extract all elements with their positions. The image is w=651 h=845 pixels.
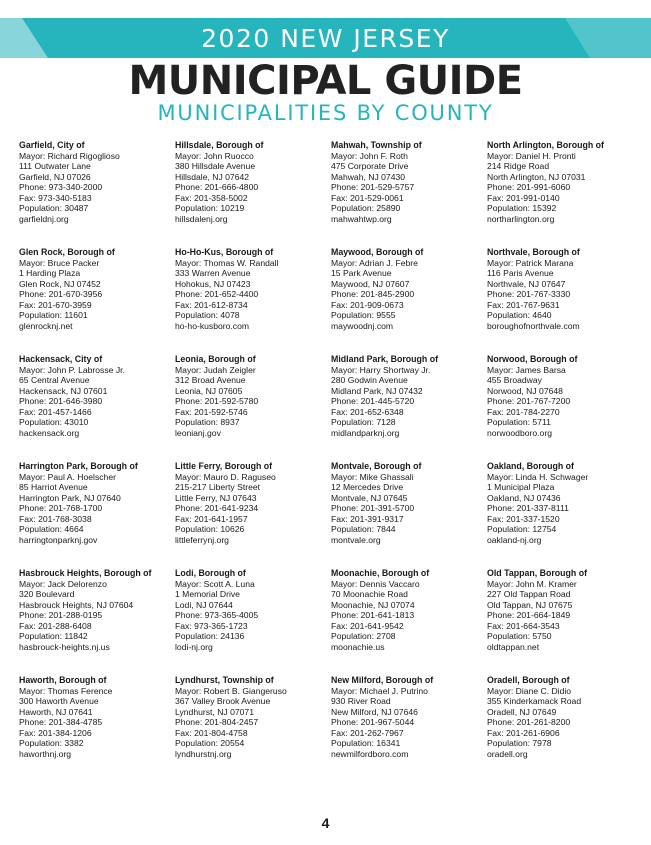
municipality-address: 116 Paris Avenue <box>487 268 554 278</box>
municipality-mayor: Mayor: Patrick Marana <box>487 257 574 268</box>
municipality-name: Hillsdale, Borough of <box>175 140 264 150</box>
municipality-address: 280 Godwin Avenue <box>331 375 408 385</box>
municipality-entry <box>331 247 487 354</box>
municipality-phone: Phone: 973-340-2000 <box>19 182 103 192</box>
municipality-name: Maywood, Borough of <box>331 247 424 257</box>
municipality-city: Leonia, NJ 07605 <box>175 385 243 396</box>
municipality-web[interactable]: glenrocknj.net <box>19 320 73 331</box>
municipality-fax: Fax: 201-384-1206 <box>19 727 92 738</box>
municipality-fax: Fax: 201-592-5746 <box>175 406 248 417</box>
municipality-fax: Fax: 201-641-9542 <box>331 620 404 631</box>
municipality-fax: Fax: 973-365-1723 <box>175 620 248 631</box>
municipality-entry <box>19 247 175 354</box>
municipality-name: Little Ferry, Borough of <box>175 461 273 471</box>
header-banner <box>0 18 651 58</box>
municipality-web[interactable]: lodi-nj.org <box>175 641 213 652</box>
municipality-address: 333 Warren Avenue <box>175 268 251 278</box>
municipality-address: 300 Haworth Avenue <box>19 696 99 706</box>
municipality-mayor: Mayor: Mauro D. Raguseo <box>175 471 276 482</box>
municipality-web[interactable]: norwoodboro.org <box>487 427 552 438</box>
municipality-population: Population: 20554 <box>175 738 245 748</box>
municipality-phone: Phone: 201-652-4400 <box>175 289 259 299</box>
municipality-city: Little Ferry, NJ 07643 <box>175 492 257 503</box>
municipality-name: Hackensack, City of <box>19 354 103 364</box>
municipality-fax: Fax: 201-391-9317 <box>331 513 404 524</box>
municipality-fax: Fax: 201-457-1466 <box>19 406 92 417</box>
municipality-phone: Phone: 201-768-1700 <box>19 503 103 513</box>
municipality-web[interactable]: hillsdalenj.org <box>175 213 228 224</box>
municipality-name: Harrington Park, Borough of <box>19 461 138 471</box>
municipality-entry <box>331 354 487 461</box>
municipality-entry <box>19 354 175 461</box>
municipality-population: Population: 24136 <box>175 631 245 641</box>
municipality-address: 930 River Road <box>331 696 391 706</box>
municipality-mayor: Mayor: Diane C. Didio <box>487 685 572 696</box>
municipality-phone: Phone: 201-592-5780 <box>175 396 259 406</box>
municipality-web[interactable]: maywoodnj.com <box>331 320 394 331</box>
municipality-entry <box>19 461 175 568</box>
municipality-phone: Phone: 201-529-5757 <box>331 182 415 192</box>
municipality-population: Population: 8937 <box>175 417 240 427</box>
municipality-entry <box>19 140 175 247</box>
page-subtitle: MUNICIPALITIES BY COUNTY <box>157 101 494 125</box>
municipality-population: Population: 30487 <box>19 203 89 213</box>
municipality-address: 215-217 Liberty Street <box>175 482 261 492</box>
municipality-population: Population: 4078 <box>175 310 240 320</box>
municipality-city: Haworth, NJ 07641 <box>19 706 93 717</box>
municipality-web[interactable]: leonianj.gov <box>175 427 221 438</box>
municipality-entry <box>175 247 331 354</box>
municipality-city: Maywood, NJ 07607 <box>331 278 410 289</box>
municipality-mayor: Mayor: John Ruocco <box>175 150 254 161</box>
municipality-address: 455 Broadway <box>487 375 542 385</box>
municipality-mayor: Mayor: Daniel H. Pronti <box>487 150 576 161</box>
municipality-name: New Milford, Borough of <box>331 675 434 685</box>
municipality-entry <box>175 354 331 461</box>
municipality-web[interactable]: lyndhurstnj.org <box>175 748 232 759</box>
municipality-entry <box>487 461 639 568</box>
municipality-entry <box>175 675 331 782</box>
municipality-name: North Arlington, Borough of <box>487 140 604 150</box>
municipality-address: 320 Boulevard <box>19 589 75 599</box>
municipality-population: Population: 15392 <box>487 203 557 213</box>
municipality-address: 312 Broad Avenue <box>175 375 246 385</box>
municipality-mayor: Mayor: Adrian J. Febre <box>331 257 418 268</box>
municipality-address: 367 Valley Brook Avenue <box>175 696 271 706</box>
page-title: MUNICIPAL GUIDE <box>128 58 523 104</box>
municipality-name: Midland Park, Borough of <box>331 354 439 364</box>
municipality-mayor: Mayor: Jack Delorenzo <box>19 578 107 589</box>
municipality-fax: Fax: 201-529-0061 <box>331 192 404 203</box>
municipality-phone: Phone: 201-991-6060 <box>487 182 571 192</box>
municipality-city: Lyndhurst, NJ 07071 <box>175 706 254 717</box>
municipality-phone: Phone: 201-288-0195 <box>19 610 103 620</box>
municipality-city: Glen Rock, NJ 07452 <box>19 278 101 289</box>
municipality-mayor: Mayor: Mike Ghassali <box>331 471 414 482</box>
municipality-mayor: Mayor: John F. Roth <box>331 150 408 161</box>
municipality-city: Hillsdale, NJ 07642 <box>175 171 250 182</box>
municipality-mayor: Mayor: John M. Kramer <box>487 578 577 589</box>
municipality-population: Population: 7978 <box>487 738 552 748</box>
municipality-city: Hohokus, NJ 07423 <box>175 278 251 289</box>
municipality-name: Lyndhurst, Township of <box>175 675 274 685</box>
municipality-population: Population: 16341 <box>331 738 401 748</box>
municipality-phone: Phone: 201-664-1849 <box>487 610 571 620</box>
municipality-mayor: Mayor: Scott A. Luna <box>175 578 255 589</box>
municipality-name: Northvale, Borough of <box>487 247 580 257</box>
municipality-name: Haworth, Borough of <box>19 675 107 685</box>
municipality-mayor: Mayor: Richard Rigoglioso <box>19 150 120 161</box>
municipality-population: Population: 2708 <box>331 631 396 641</box>
municipality-fax: Fax: 201-652-6348 <box>331 406 404 417</box>
municipality-mayor: Mayor: Harry Shortway Jr. <box>331 364 431 375</box>
municipality-population: Population: 7128 <box>331 417 396 427</box>
municipality-grid <box>19 140 639 782</box>
municipality-population: Population: 43010 <box>19 417 89 427</box>
municipality-web[interactable]: ho-ho-kusboro.com <box>175 320 250 331</box>
municipality-web[interactable]: oldtappan.net <box>487 641 540 652</box>
municipality-fax: Fax: 201-288-6408 <box>19 620 92 631</box>
municipality-web[interactable]: oakland-nj.org <box>487 534 542 545</box>
municipality-city: Garfield, NJ 07026 <box>19 171 91 182</box>
municipality-phone: Phone: 201-670-3956 <box>19 289 103 299</box>
municipality-fax: Fax: 201-768-3038 <box>19 513 92 524</box>
municipality-address: 355 Kinderkamack Road <box>487 696 582 706</box>
municipality-fax: Fax: 201-358-5002 <box>175 192 248 203</box>
municipality-city: Norwood, NJ 07648 <box>487 385 563 396</box>
municipality-web[interactable]: hackensack.org <box>19 427 80 438</box>
municipality-name: Ho-Ho-Kus, Borough of <box>175 247 274 257</box>
municipality-city: Hackensack, NJ 07601 <box>19 385 108 396</box>
municipality-web[interactable]: littleferrynj.org <box>175 534 229 545</box>
municipality-fax: Fax: 201-262-7967 <box>331 727 404 738</box>
municipality-name: Norwood, Borough of <box>487 354 578 364</box>
municipality-phone: Phone: 201-967-5044 <box>331 717 415 727</box>
municipality-name: Moonachie, Borough of <box>331 568 430 578</box>
municipality-mayor: Mayor: Judah Zeigler <box>175 364 256 375</box>
municipality-mayor: Mayor: Dennis Vaccaro <box>331 578 420 589</box>
municipality-fax: Fax: 201-767-9631 <box>487 299 560 310</box>
municipality-entry <box>331 568 487 675</box>
municipality-web[interactable]: oradell.org <box>487 748 528 759</box>
municipality-entry <box>175 461 331 568</box>
municipality-population: Population: 5711 <box>487 417 551 427</box>
municipality-phone: Phone: 201-445-5720 <box>331 396 415 406</box>
municipality-mayor: Mayor: Linda H. Schwager <box>487 471 589 482</box>
municipality-population: Population: 5750 <box>487 631 552 641</box>
municipality-web[interactable]: mahwahtwp.org <box>331 213 392 224</box>
municipality-web[interactable]: harringtonparknj.gov <box>19 534 98 545</box>
municipality-web[interactable]: northarlington.org <box>487 213 555 224</box>
municipality-city: Hasbrouck Heights, NJ 07604 <box>19 599 134 610</box>
municipality-population: Population: 7844 <box>331 524 396 534</box>
municipality-city: New Milford, NJ 07646 <box>331 706 418 717</box>
municipality-phone: Phone: 201-391-5700 <box>331 503 415 513</box>
municipality-entry <box>331 461 487 568</box>
municipality-phone: Phone: 201-646-3980 <box>19 396 103 406</box>
municipality-address: 111 Outwater Lane <box>19 161 91 171</box>
municipality-population: Population: 25890 <box>331 203 401 213</box>
municipality-fax: Fax: 201-337-1520 <box>487 513 560 524</box>
municipality-address: 227 Old Tappan Road <box>487 589 571 599</box>
municipality-phone: Phone: 201-767-7200 <box>487 396 571 406</box>
municipality-city: Harrington Park, NJ 07640 <box>19 492 121 503</box>
municipality-address: 12 Mercedes Drive <box>331 482 404 492</box>
municipality-phone: Phone: 201-337-8111 <box>487 503 569 513</box>
municipality-city: Northvale, NJ 07647 <box>487 278 566 289</box>
municipality-web[interactable]: haworthnj.org <box>19 748 72 759</box>
municipality-mayor: Mayor: Robert B. Giangeruso <box>175 685 287 696</box>
municipality-web[interactable]: garfieldnj.org <box>19 213 69 224</box>
municipality-address: 1 Municipal Plaza <box>487 482 555 492</box>
municipality-entry <box>175 140 331 247</box>
municipality-name: Garfield, City of <box>19 140 85 150</box>
municipality-entry <box>331 675 487 782</box>
municipality-fax: Fax: 201-670-3959 <box>19 299 92 310</box>
municipality-phone: Phone: 201-384-4785 <box>19 717 103 727</box>
municipality-web[interactable]: moonachie.us <box>331 641 385 652</box>
municipality-name: Old Tappan, Borough of <box>487 568 588 578</box>
municipality-fax: Fax: 201-991-0140 <box>487 192 560 203</box>
municipality-fax: Fax: 201-664-3543 <box>487 620 560 631</box>
municipality-entry <box>487 140 639 247</box>
municipality-web[interactable]: hasbrouck-heights.nj.us <box>19 641 110 652</box>
municipality-population: Population: 10219 <box>175 203 245 213</box>
municipality-mayor: Mayor: Michael J. Putrino <box>331 685 428 696</box>
municipality-name: Lodi, Borough of <box>175 568 246 578</box>
municipality-name: Oradell, Borough of <box>487 675 570 685</box>
municipality-fax: Fax: 201-909-0673 <box>331 299 404 310</box>
municipality-web[interactable]: boroughofnorthvale.com <box>487 320 580 331</box>
municipality-phone: Phone: 201-261-8200 <box>487 717 571 727</box>
municipality-mayor: Mayor: James Barsa <box>487 364 566 375</box>
municipality-city: North Arlington, NJ 07031 <box>487 171 586 182</box>
municipality-address: 70 Moonachie Road <box>331 589 408 599</box>
municipality-population: Population: 11601 <box>19 310 88 320</box>
municipality-city: Oradell, NJ 07649 <box>487 706 557 717</box>
municipality-address: 65 Central Avenue <box>19 375 90 385</box>
municipality-name: Mahwah, Township of <box>331 140 422 150</box>
municipality-entry <box>19 675 175 782</box>
municipality-web[interactable]: montvale.org <box>331 534 381 545</box>
municipality-address: 475 Corporate Drive <box>331 161 409 171</box>
municipality-name: Montvale, Borough of <box>331 461 422 471</box>
municipality-name: Leonia, Borough of <box>175 354 256 364</box>
municipality-phone: Phone: 201-641-9234 <box>175 503 259 513</box>
municipality-address: 85 Harriot Avenue <box>19 482 88 492</box>
municipality-population: Population: 3382 <box>19 738 84 748</box>
municipality-entry <box>487 568 639 675</box>
municipality-mayor: Mayor: John P. Labrosse Jr. <box>19 364 125 375</box>
municipality-city: Mahwah, NJ 07430 <box>331 171 406 182</box>
municipality-phone: Phone: 201-641-1813 <box>331 610 415 620</box>
municipality-mayor: Mayor: Paul A. Hoelscher <box>19 471 116 482</box>
municipality-phone: Phone: 201-804-2457 <box>175 717 259 727</box>
municipality-population: Population: 12754 <box>487 524 557 534</box>
municipality-phone: Phone: 201-767-3330 <box>487 289 571 299</box>
municipality-mayor: Mayor: Thomas W. Randall <box>175 257 279 268</box>
municipality-population: Population: 4640 <box>487 310 552 320</box>
municipality-entry <box>19 568 175 675</box>
municipality-fax: Fax: 201-612-8734 <box>175 299 248 310</box>
municipality-population: Population: 9555 <box>331 310 396 320</box>
municipality-entry <box>487 247 639 354</box>
municipality-population: Population: 11842 <box>19 631 88 641</box>
municipality-city: Lodi, NJ 07644 <box>175 599 233 610</box>
municipality-population: Population: 10626 <box>175 524 245 534</box>
municipality-phone: Phone: 201-666-4800 <box>175 182 259 192</box>
municipality-address: 214 Ridge Road <box>487 161 550 171</box>
municipality-entry <box>487 354 639 461</box>
municipality-mayor: Mayor: Bruce Packer <box>19 257 100 268</box>
municipality-name: Glen Rock, Borough of <box>19 247 115 257</box>
municipality-fax: Fax: 201-804-4758 <box>175 727 248 738</box>
municipality-city: Moonachie, NJ 07074 <box>331 599 415 610</box>
municipality-address: 1 Harding Plaza <box>19 268 81 278</box>
municipality-city: Midland Park, NJ 07432 <box>331 385 423 396</box>
municipality-fax: Fax: 201-641-1957 <box>175 513 248 524</box>
municipality-address: 15 Park Avenue <box>331 268 392 278</box>
banner-title: 2020 NEW JERSEY <box>201 23 450 53</box>
municipality-name: Hasbrouck Heights, Borough of <box>19 568 152 578</box>
municipality-entry <box>175 568 331 675</box>
municipality-mayor: Mayor: Thomas Ference <box>19 685 113 696</box>
municipality-entry <box>487 675 639 782</box>
municipality-web[interactable]: newmilfordboro.com <box>331 748 409 759</box>
municipality-city: Old Tappan, NJ 07675 <box>487 599 573 610</box>
municipality-address: 380 Hillsdale Avenue <box>175 161 256 171</box>
municipality-fax: Fax: 201-261-6906 <box>487 727 560 738</box>
municipality-address: 1 Memorial Drive <box>175 589 240 599</box>
municipality-city: Montvale, NJ 07645 <box>331 492 408 503</box>
municipality-web[interactable]: midlandparknj.org <box>331 427 400 438</box>
municipality-phone: Phone: 973-365-4005 <box>175 610 259 620</box>
municipality-city: Oakland, NJ 07436 <box>487 492 561 503</box>
municipality-name: Oakland, Borough of <box>487 461 574 471</box>
page-number: 4 <box>321 815 330 831</box>
municipality-fax: Fax: 973-340-5183 <box>19 192 92 203</box>
municipality-phone: Phone: 201-845-2900 <box>331 289 415 299</box>
municipality-entry <box>331 140 487 247</box>
municipality-population: Population: 4664 <box>19 524 84 534</box>
municipality-fax: Fax: 201-784-2270 <box>487 406 560 417</box>
